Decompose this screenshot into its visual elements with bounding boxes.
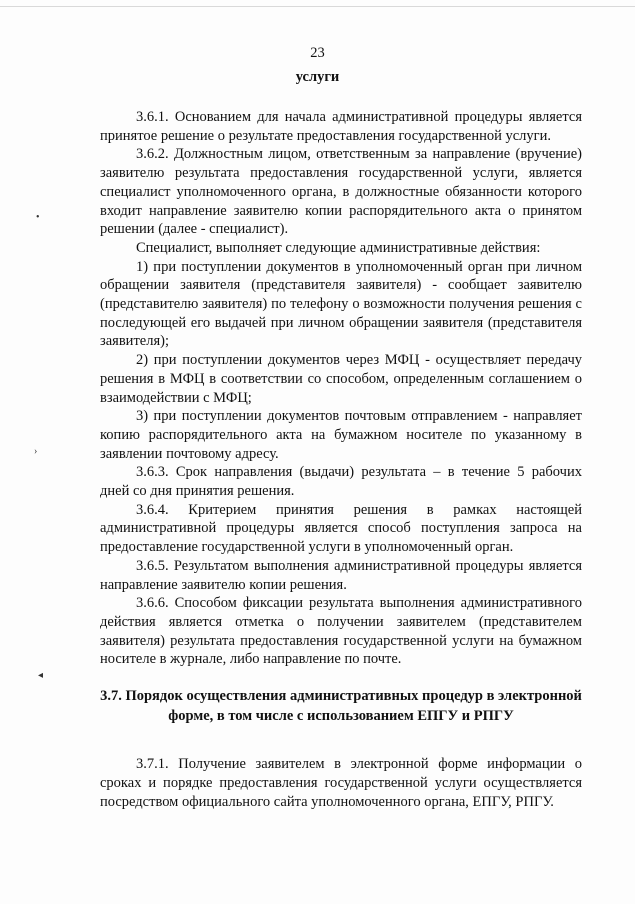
paragraph-3-6-1: 3.6.1. Основанием для начала административной процедуры является принятое решение о результате предоставления государственной услуги. (100, 109, 582, 144)
paragraph-3-6-6: 3.6.6. Способом фиксации результата выполнения административного действия является отметка о получении заявителем (представителем заявителя) результата предоставления государственной услуги на бумажном носителе в журнале, либо направление по почте. (100, 595, 582, 668)
list-item-3: 3) при поступлении документов почтовым отправлением - направляет копию распорядительного акта на бумажном носителе по указанному в заявлении почтовому адресу. (100, 408, 582, 462)
section-heading-line-1: 3.7. Порядок осуществления административных процедур в электронной (100, 688, 582, 705)
paragraph-specialist-actions: Специалист, выполняет следующие административные действия: (136, 239, 541, 256)
paragraph-3-6-4: 3.6.4. Критерием принятия решения в рамках настоящей административной процедуры является способ поступления запроса на предоставление государственной услуги в уполномоченный орган. (100, 501, 582, 556)
section-heading-3-7 (100, 686, 582, 726)
paragraph-3-7-1: 3.7.1. Получение заявителем в электронной форме информации о сроках и порядке предоставления государственной услуги осуществляется посредством официального сайта уполномоченного органа, ЕПГУ, РПГУ. (100, 756, 582, 810)
scan-mark: › (34, 446, 38, 457)
section-heading-line-2: форме, в том числе с использованием ЕПГУ и РПГУ (168, 708, 514, 725)
paragraph-3-6-3: 3.6.3. Срок направления (выдачи) результата – в течение 5 рабочих дней со дня принятия решения. (100, 464, 582, 500)
list-item-1: 1) при поступлении документов в уполномоченный орган при личном обращении заявителя (представителя заявителя) - сообщает заявителю (представителю заявителя) по телефону о возможности получения решения с последующей его выдачей при личном обращении заявителя (представителя заявителя); (100, 258, 582, 350)
list-item-2: 2) при поступлении документов через МФЦ - осуществляет передачу решения в МФЦ в соответствии со способом, определенным соглашением о взаимодействии с МФЦ; (100, 352, 582, 406)
document-body (100, 108, 582, 811)
carried-over-heading: услуги (295, 69, 340, 85)
paragraph-3-6-5: 3.6.5. Результатом выполнения административной процедуры является направление заявителю копии решения. (100, 557, 582, 593)
paragraph-3-6-2: 3.6.2. Должностным лицом, ответственным за направление (вручение) заявителю результата предоставления государственной услуги, является специалист уполномоченного органа, в должностные обязанности которого входит направление заявителю копии распорядительного акта о принятом решении (далее - специалист). (100, 146, 582, 238)
scan-edge-line (0, 6, 635, 7)
page-number: 23 (310, 45, 325, 61)
scan-mark: ◂ (38, 670, 44, 681)
scan-mark: • (36, 212, 40, 223)
